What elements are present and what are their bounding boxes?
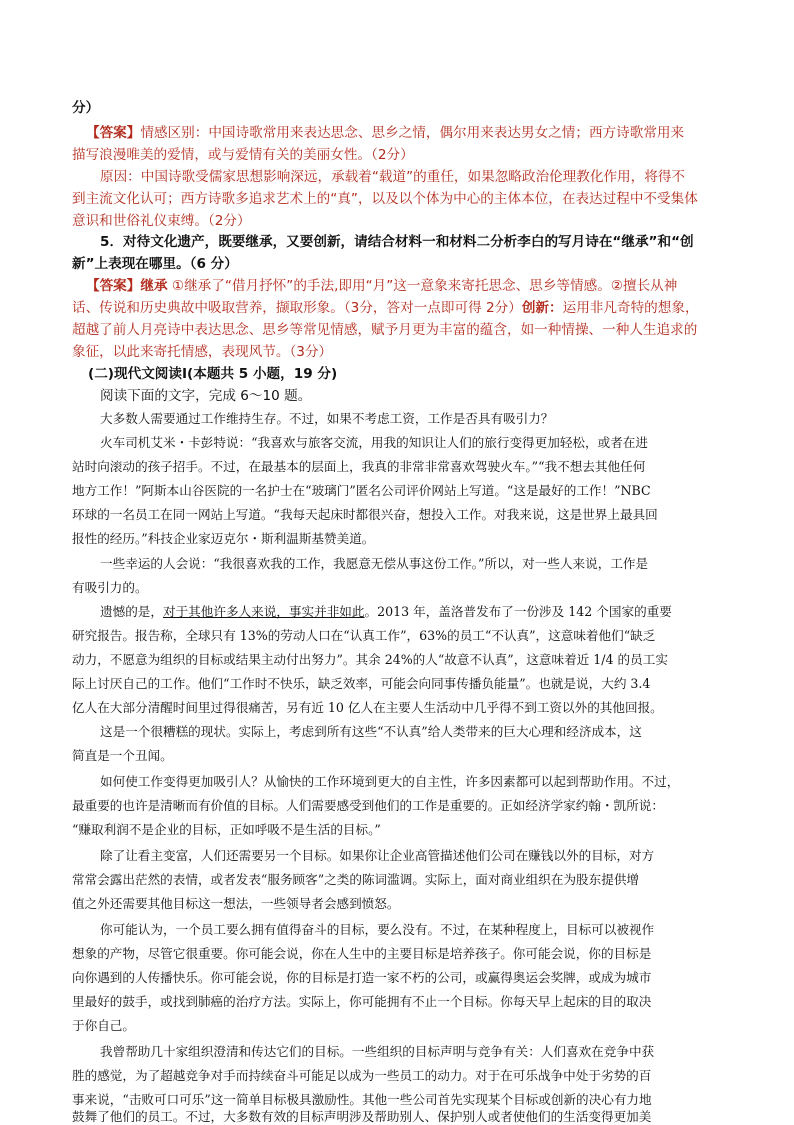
passage-line: 研究报告。报告称，全球只有 13%的劳动人口在“认真工作”，63%的员工“不认真”，这意味着他们“缺乏 [72,628,656,643]
question-text: 新”上表现在哪里。（6 分） [72,256,238,272]
passage-line: 想象的产物，尽管它很重要。你可能会说，你在人生中的主要目标是培养孩子。你可能会说，你的目标是 [72,946,652,961]
passage-line: 火车司机艾米・卡彭特说：“我喜欢与旅客交流，用我的知识让人们的旅行变得更加轻松，或者在进 [100,435,648,450]
passage-line: 简直是一个丑闻。 [72,748,173,763]
passage-line: 事来说，“击败可口可乐”这一简单目标极具激励性。其他一些公司首先实现某个目标或创新的决心有力地 [72,1092,652,1107]
passage-line: 遗憾的是，对于其他许多人来说，事实并非如此。2013 年，盖洛普发布了一份涉及 142 个国家的重要 [100,604,672,619]
answer-line: 【答案】情感区别：中国诗歌常用来表达思念、思乡之情，偶尔用来表达男女之情；西方诗歌常用来 [86,125,685,141]
answer-line: 象征，以此来寄托情感，表现风节。（3分） [72,344,333,360]
answer-tag: 【答案】 [86,125,141,141]
passage-line: 际上讨厌自己的工作。他们“工作时不快乐，缺乏效率，可能会向同事传播负能量”。也就是说，大约 3.4 [72,676,651,691]
passage-line: 常常会露出茫然的表情，或者发表“服务顾客”之类的陈词滥调。实际上，面对商业组织在为股东提供增 [72,872,640,887]
passage-line: 除了让看主变富，人们还需要另一个目标。如果你让企业高管描述他们公司在赚钱以外的目标，对方 [100,848,655,863]
answer-line: 【答案】继承 ①继承了“借月抒怀”的手法,即用“月”这一意象来寄托思念、思乡等情感。②擅长从神 [86,278,678,294]
passage-line: 如何使工作变得更加吸引人？从愉快的工作环境到更大的自主性，许多因素都可以起到帮助作用。不过， [100,774,680,789]
section-heading: (二)现代文阅读Ⅰ(本题共 5 小题，19 分) [88,366,338,382]
answer-line: 话、传说和历史典故中吸取营养，撷取形象。（3分，答对一点即可得 2分）创新：运用非凡奇特的想象， [72,300,699,316]
passage-line: 站时向滚动的孩子招手。不过，在最基本的层面上，我真的非常非常喜欢驾驶火车。”“我不想去其他任何 [72,459,646,474]
passage-line: 有吸引力的。 [72,580,148,595]
passage-line: 动力，不愿意为组织的目标或结果主动付出努力”。其余 24%的人“故意不认真”，这意味着近 1/4 的员工实 [72,652,668,667]
answer-line: 到主流文化认可；西方诗歌多追求艺术上的“真”，以及以个体为中心的主体本位，在表达过程中不受集体 [72,191,698,207]
passage-line: 里最好的鼓手，或找到肺癌的治疗方法。实际上，你可能拥有不止一个目标。你每天早上起床的目的取决 [72,994,652,1009]
answer-label: 情感区别： [140,125,209,141]
instruction-text: 阅读下面的文字，完成 6～10 题。 [100,388,312,404]
underlined-sentence: 对于其他许多人来说，事实并非如此 [162,604,365,619]
passage-line: 你可能认为，一个员工要么拥有值得奋斗的目标，要么没有。不过，在某种程度上，目标可以被视作 [100,922,655,937]
passage-line: 胜的感觉，为了超越竞争对手而持续奋斗可能足以成为一些员工的动力。对于在可乐战争中处于劣势的百 [72,1068,652,1083]
passage-line: 一些幸运的人会说：“我很喜欢我的工作，我愿意无偿从事这份工作。”所以，对一些人来说，工作是 [100,556,649,571]
passage-line: 环球的一名员工在同一网站上写道。“我每天起床时都很兴奋，想投入工作。对我来说，这是世界上最具回 [72,507,658,522]
answer-line: 意识和世俗礼仪束缚。（2分） [72,213,251,229]
answer-line: 超越了前人月亮诗中表达思念、思乡等常见情感，赋予月更为丰富的蕴含，如一种情操、一种人生追求的 [72,322,698,338]
answer-line: 原因：中国诗歌受儒家思想影响深远，承载着“载道”的重任，如果忽略政治伦理教化作用，将得不 [100,169,686,185]
passage-line: 这是一个很糟糕的现状。实际上，考虑到所有这些“不认真”给人类带来的巨大心理和经济成本，这 [100,724,642,739]
passage-line: “赚取利润不是企业的目标，正如呼吸不是生活的目标。” [72,822,381,837]
passage-line: 值之外还需要其他目标这一想法，一些领导者会感到愤怒。 [72,896,400,911]
passage-line: 最重要的也许是清晰而有价值的目标。人们需要感受到他们的工作是重要的。正如经济学家约翰・凯所说： [72,798,664,813]
answer-tag: 【答案】 [86,278,141,294]
passage-line: 亿人在大部分清醒时间里过得很痛苦，另有近 10 亿人在主要人生活动中几乎得不到工资以外的其他回报。 [72,700,663,715]
passage-line: 地方工作！”阿斯本山谷医院的一名护士在“玻璃门”匿名公司评价网站上写道。“这是最好的工作！”NBC [72,483,651,498]
passage-line: 于你自己。 [72,1018,135,1033]
passage-line: 鼓舞了他们的员工。不过，大多数有效的目标声明涉及帮助别人、保护别人或者使他们的生活变得更加美 [72,1109,652,1124]
passage-line: 我曾帮助几十家组织澄清和传达它们的目标。一些组织的目标声明与竞争有关：人们喜欢在竞争中获 [100,1044,655,1059]
text-line: 分） [72,100,100,116]
answer-line: 描写浪漫唯美的爱情，或与爱情有关的美丽女性。（2分） [72,147,414,163]
question-text: 5．对待文化遗产，既要继承，又要创新，请结合材料一和材料二分析李白的写月诗在“继承”和“创 [100,234,694,250]
passage-line: 大多数人需要通过工作维持生存。不过，如果不考虑工资，工作是否具有吸引力？ [100,411,554,426]
passage-line: 报性的经历。”科技企业家迈克尔・斯利温斯基赞美道。 [72,531,375,546]
passage-line: 向你遇到的人传播快乐。你可能会说，你的目标是打造一家不朽的公司，或赢得奥运会奖牌，或成为城市 [72,970,652,985]
